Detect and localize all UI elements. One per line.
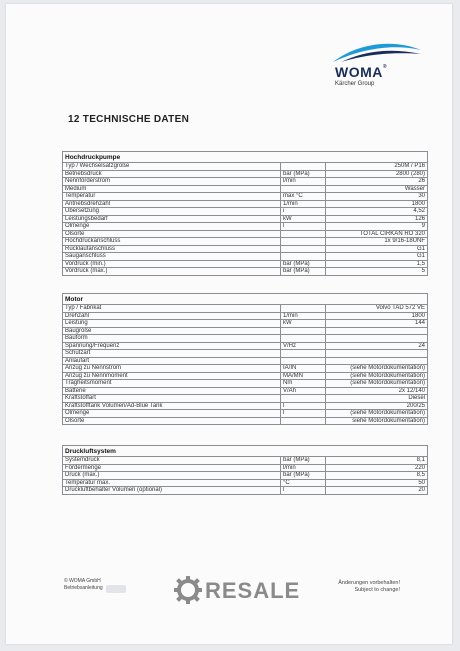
cell-param: Spannung/Frequenz <box>63 342 281 350</box>
cell-value: (siehe Motordokumentation) <box>326 372 428 380</box>
cell-unit: bar (MPa) <box>281 170 326 178</box>
cell-value: Volvo TAD 572 VE <box>326 305 428 313</box>
table-row <box>63 185 428 193</box>
table-row <box>63 208 428 216</box>
cell-unit <box>281 395 326 403</box>
table-row <box>63 342 428 350</box>
cell-param: Fördermenge <box>63 464 281 472</box>
cell-value: 1800 <box>326 312 428 320</box>
table-row <box>63 365 428 373</box>
cell-unit: bar (MPa) <box>281 472 326 480</box>
cell-unit <box>281 417 326 425</box>
cell-param: Leistung <box>63 320 281 328</box>
footer-notice-de: Änderungen vorbehalten! <box>338 580 400 586</box>
cell-param: Druck (max.) <box>63 472 281 480</box>
cell-param: Schutzart <box>63 350 281 358</box>
spec-table-hochdruckpumpe <box>62 151 428 276</box>
cell-value: Diesel <box>326 395 428 403</box>
table-row <box>63 457 428 465</box>
cell-value: 250M / P16 <box>326 163 428 171</box>
cell-value: 8,5 <box>326 472 428 480</box>
cell-param: Medium <box>63 185 281 193</box>
table-row <box>63 487 428 495</box>
cell-unit: bar (MPa) <box>281 260 326 268</box>
cell-unit: 1/min <box>281 312 326 320</box>
cell-unit <box>281 335 326 343</box>
cell-param: Ölsorte <box>63 417 281 425</box>
cell-param: Temperatur max. <box>63 479 281 487</box>
cell-param: Ölsorte <box>63 230 281 238</box>
cell-param: Typ / Wechselsatzgröße <box>63 163 281 171</box>
cell-param: Anzug zu Nennstrom <box>63 365 281 373</box>
table-row <box>63 472 428 480</box>
table-row <box>63 372 428 380</box>
section-header-row <box>63 152 428 163</box>
cell-param: Vordruck (min.) <box>63 260 281 268</box>
cell-value: 26 <box>326 178 428 186</box>
cell-param: Nennförderstrom <box>63 178 281 186</box>
cell-param: Übersetzung <box>63 208 281 216</box>
cell-unit: MA/MN <box>281 372 326 380</box>
cell-value: (siehe Motordokumentation) <box>326 380 428 388</box>
woma-logo <box>331 40 423 87</box>
table-row <box>63 305 428 313</box>
cell-unit: V/Hz <box>281 342 326 350</box>
table-row <box>63 387 428 395</box>
table-row <box>63 200 428 208</box>
cell-param: Ölmenge <box>63 410 281 418</box>
cell-param: Sauganschluss <box>63 253 281 261</box>
table-row <box>63 402 428 410</box>
table-row <box>63 464 428 472</box>
cell-unit <box>281 350 326 358</box>
document-page <box>6 4 452 644</box>
cell-unit: i <box>281 208 326 216</box>
cell-value: 1800 <box>326 200 428 208</box>
footer-notice <box>338 580 400 594</box>
cell-unit <box>281 163 326 171</box>
footer-copyright <box>64 578 103 591</box>
section-header-row <box>63 294 428 305</box>
table-row <box>63 312 428 320</box>
spec-table-druckluftsystem <box>62 445 428 495</box>
cell-unit: l/min <box>281 464 326 472</box>
cell-value: 200/25 <box>326 402 428 410</box>
cell-param: Systemdruck <box>63 457 281 465</box>
table-row <box>63 320 428 328</box>
cell-value <box>326 327 428 335</box>
cell-unit <box>281 357 326 365</box>
cell-unit <box>281 185 326 193</box>
cell-unit <box>281 230 326 238</box>
cell-value: G1 <box>326 253 428 261</box>
cell-unit: l/min <box>281 178 326 186</box>
cell-unit: kW <box>281 215 326 223</box>
cell-value: 1,5 <box>326 260 428 268</box>
footer-company: © WOMA GmbH <box>64 578 101 584</box>
cell-param: Drehzahl <box>63 312 281 320</box>
cell-value: 5 <box>326 268 428 276</box>
table-row <box>63 327 428 335</box>
cell-value: 2800 (280) <box>326 170 428 178</box>
cell-param: Vordruck (max.) <box>63 268 281 276</box>
logo-swoosh-icon <box>331 40 423 64</box>
cell-param: Temperatur <box>63 193 281 201</box>
cell-param: Bauform <box>63 335 281 343</box>
cell-param: Kraftstofftank Volumen/Ad-Blue Tank <box>63 402 281 410</box>
cell-unit: V/Ah <box>281 387 326 395</box>
cell-value: 8,1 <box>326 457 428 465</box>
cell-unit: °C <box>281 479 326 487</box>
cell-unit: Nm <box>281 380 326 388</box>
cell-unit <box>281 327 326 335</box>
section-heading: Hochdruckpumpe <box>63 152 428 163</box>
cell-value: 4,52 <box>326 208 428 216</box>
cell-param: Druckluftbehälter Volumen (optional) <box>63 487 281 495</box>
cell-value <box>326 335 428 343</box>
logo-subtitle: Kärcher Group <box>335 81 375 87</box>
cell-unit: 1/min <box>281 200 326 208</box>
cell-param: Trägheitsmoment <box>63 380 281 388</box>
cell-unit: kW <box>281 320 326 328</box>
table-row <box>63 417 428 425</box>
resale-watermark <box>171 569 301 613</box>
cell-unit: l <box>281 487 326 495</box>
table-row <box>63 170 428 178</box>
table-row <box>63 193 428 201</box>
cell-param: Ölmenge <box>63 223 281 231</box>
cell-param: Rücklaufanschluss <box>63 245 281 253</box>
cell-param: Typ / Fabrikat <box>63 305 281 313</box>
section-heading: Motor <box>63 294 428 305</box>
redacted-block <box>106 585 126 593</box>
table-row <box>63 350 428 358</box>
section-heading: Druckluftsystem <box>63 446 428 457</box>
cell-value: G1 <box>326 245 428 253</box>
cell-param: Hochdruckanschluss <box>63 238 281 246</box>
footer-notice-en: Subject to change! <box>354 587 400 593</box>
table-row <box>63 163 428 171</box>
cell-unit <box>281 245 326 253</box>
table-row <box>63 395 428 403</box>
cell-unit: l <box>281 410 326 418</box>
table-row <box>63 479 428 487</box>
watermark-text: RESALE <box>205 578 301 603</box>
table-row <box>63 253 428 261</box>
section-header-row <box>63 446 428 457</box>
cell-param: Anzug zu Nennmoment <box>63 372 281 380</box>
cell-value: (siehe Motordokumentation) <box>326 410 428 418</box>
spec-table-motor <box>62 293 428 425</box>
table-row <box>63 260 428 268</box>
cell-param: Batterie <box>63 387 281 395</box>
cell-value <box>326 357 428 365</box>
cell-value: 2x 12/140 <box>326 387 428 395</box>
footer-manual: Betriebsanleitung <box>64 584 103 591</box>
cell-value: 9 <box>326 223 428 231</box>
cell-unit: bar (MPa) <box>281 268 326 276</box>
table-row <box>63 357 428 365</box>
logo-brand: WOMA® <box>335 64 388 80</box>
table-row <box>63 178 428 186</box>
table-row <box>63 268 428 276</box>
cell-unit: IA/IN <box>281 365 326 373</box>
cell-unit: bar (MPa) <box>281 457 326 465</box>
cell-value: 20 <box>326 487 428 495</box>
cell-value: siehe Motordokumentation) <box>326 417 428 425</box>
cell-value: 1x 9/16-18UNF <box>326 238 428 246</box>
cell-value: 126 <box>326 215 428 223</box>
cell-unit <box>281 305 326 313</box>
table-row <box>63 380 428 388</box>
cell-param: Anlaufart <box>63 357 281 365</box>
cell-param: Kraftstoffart <box>63 395 281 403</box>
cell-unit: max °C <box>281 193 326 201</box>
cell-value: 220 <box>326 464 428 472</box>
cell-value: 30 <box>326 193 428 201</box>
cell-value: Wasser <box>326 185 428 193</box>
cell-value: (siehe Motordokumentation) <box>326 365 428 373</box>
table-row <box>63 238 428 246</box>
cell-param: Baugröße <box>63 327 281 335</box>
gear-icon <box>173 575 203 605</box>
cell-value: TOTAL CIRKAN RO 320 <box>326 230 428 238</box>
cell-value <box>326 350 428 358</box>
cell-param: Leistungsbedarf <box>63 215 281 223</box>
cell-value: 24 <box>326 342 428 350</box>
cell-unit <box>281 238 326 246</box>
cell-unit: l <box>281 223 326 231</box>
cell-value: 144 <box>326 320 428 328</box>
table-row <box>63 245 428 253</box>
cell-value: 50 <box>326 479 428 487</box>
cell-param: Betriebsdruck <box>63 170 281 178</box>
table-row <box>63 410 428 418</box>
table-row <box>63 223 428 231</box>
table-row <box>63 230 428 238</box>
table-row <box>63 335 428 343</box>
table-row <box>63 215 428 223</box>
cell-param: Antriebsdrehzahl <box>63 200 281 208</box>
cell-unit <box>281 253 326 261</box>
cell-unit: l <box>281 402 326 410</box>
section-title: 12 TECHNISCHE DATEN <box>68 114 190 125</box>
